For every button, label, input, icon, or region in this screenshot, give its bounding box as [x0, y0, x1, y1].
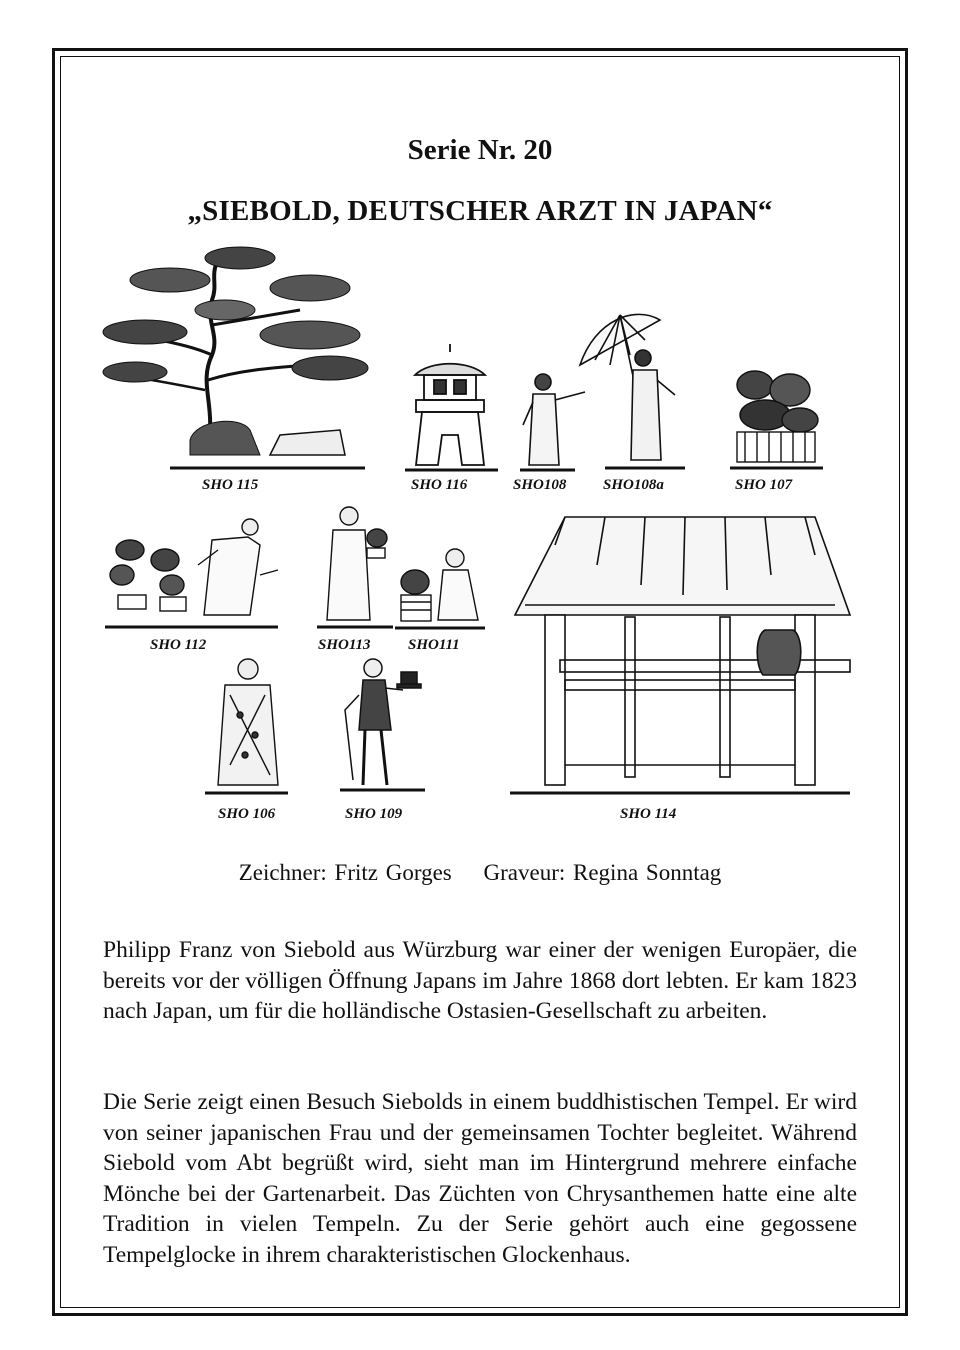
chrysanthemum-planter-icon	[725, 360, 825, 475]
figure-code-label: SHO 109	[345, 806, 403, 822]
kneeling-monk-icon	[393, 540, 488, 635]
figure-code-label: SHO 107	[735, 477, 793, 493]
figure-code-label: SHO111	[408, 637, 460, 653]
credits-line	[0, 860, 960, 886]
figure-code-label: SHO108a	[603, 477, 664, 493]
intro-paragraph: Philipp Franz von Siebold aus Würzburg war einer der wenigen Europäer, die bereits vor der völligen Öffnung Japans im Jahre 1868 dort lebten. Er kam 1823 nach Japan, um für die holländische Ostasien-Gesellschaft zu arbeiten.	[103, 937, 857, 1024]
figure-code-label: SHO 106	[218, 806, 276, 822]
figure-code-label: SHO 112	[150, 637, 207, 653]
figure-code-label: SHO113	[318, 637, 371, 653]
page-title: „SIEBOLD, DEUTSCHER ARZT IN JAPAN“	[187, 195, 773, 227]
figure-code-label: SHO108	[513, 477, 567, 493]
series-description-paragraph: Die Serie zeigt einen Besuch Siebolds in einem buddhistischen Tempel. Er wird von seiner japanischen Frau und der gemeinsamen Tochter begleitet. Während Siebold vom Abt begrüßt wird, sieht man im Hintergrund mehrere einfache Mönche bei der Gartenarbeit. Das Züchten von Chrysanthemen hatte eine alte Tradition in vielen Tempeln. Zu der Serie gehört auch eine gegossene Tempelglocke in ihrem charakteristischen Glockenhaus.	[103, 1089, 857, 1268]
stone-lantern-icon	[400, 340, 500, 475]
engraver-credit: Graveur: Regina Sonntag	[483, 860, 722, 885]
gardening-monk-icon	[100, 505, 280, 635]
series-number: Serie Nr. 20	[407, 134, 553, 166]
figure-code-label: SHO 115	[202, 477, 259, 493]
abbot-figure-icon	[200, 655, 290, 800]
bell-house-icon	[505, 505, 855, 800]
draftsman-credit: Zeichner: Fritz Gorges	[238, 860, 452, 885]
figure-code-label: SHO 116	[411, 477, 468, 493]
figure-code-label: SHO 114	[620, 806, 677, 822]
woman-with-parasol-icon	[575, 300, 695, 475]
bonsai-tree-icon	[100, 240, 375, 472]
siebold-with-top-hat-icon	[335, 650, 430, 800]
monk-with-flowers-icon	[315, 500, 395, 635]
